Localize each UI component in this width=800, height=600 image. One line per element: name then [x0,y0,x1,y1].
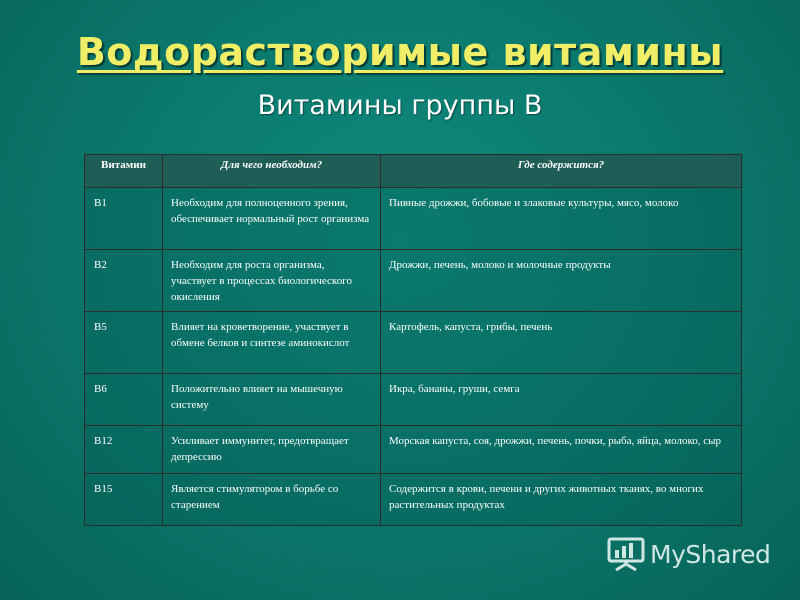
table-row [85,474,742,526]
slide-title: Водорастворимые витамины [76,30,724,74]
source-cell: Картофель, капуста, грибы, печень [381,312,742,374]
source-cell: Содержится в крови, печени и других животных тканях, во многих растительных продуктах [381,474,742,526]
purpose-cell: Усиливает иммунитет, предотвращает депрессию [163,426,381,474]
vitamins-table [84,154,742,526]
column-header-vitamin: Витамин [85,155,163,188]
vitamin-name-cell: В1 [85,188,163,250]
vitamin-name-cell: В15 [85,474,163,526]
vitamin-name-cell: В12 [85,426,163,474]
purpose-cell: Необходим для полноценного зрения, обеспечивает нормальный рост организма [163,188,381,250]
myshared-watermark [606,536,770,572]
source-cell: Морская капуста, соя, дрожжи, печень, почки, рыба, яйца, молоко, сыр [381,426,742,474]
table-row [85,188,742,250]
purpose-cell: Необходим для роста организма, участвует в процессах биологического окисления [163,250,381,312]
vitamin-name-cell: В2 [85,250,163,312]
table-row [85,250,742,312]
presentation-board-icon [606,536,646,572]
slide-subtitle: Витамины группы В [257,90,543,121]
table-row [85,426,742,474]
column-header-source: Где содержится? [381,155,742,188]
source-cell: Икра, бананы, груши, семга [381,374,742,426]
purpose-cell: Влияет на кроветворение, участвует в обмене белков и синтезе аминокислот [163,312,381,374]
vitamin-name-cell: В6 [85,374,163,426]
purpose-cell: Положительно влияет на мышечную систему [163,374,381,426]
vitamin-name-cell: В5 [85,312,163,374]
source-cell: Пивные дрожжи, бобовые и злаковые культуры, мясо, молоко [381,188,742,250]
table-header-row [85,155,742,188]
watermark-text: MyShared [650,539,771,569]
purpose-cell: Является стимулятором в борьбе со старением [163,474,381,526]
table-row [85,312,742,374]
column-header-purpose: Для чего необходим? [163,155,381,188]
source-cell: Дрожжи, печень, молоко и молочные продукты [381,250,742,312]
table-row [85,374,742,426]
